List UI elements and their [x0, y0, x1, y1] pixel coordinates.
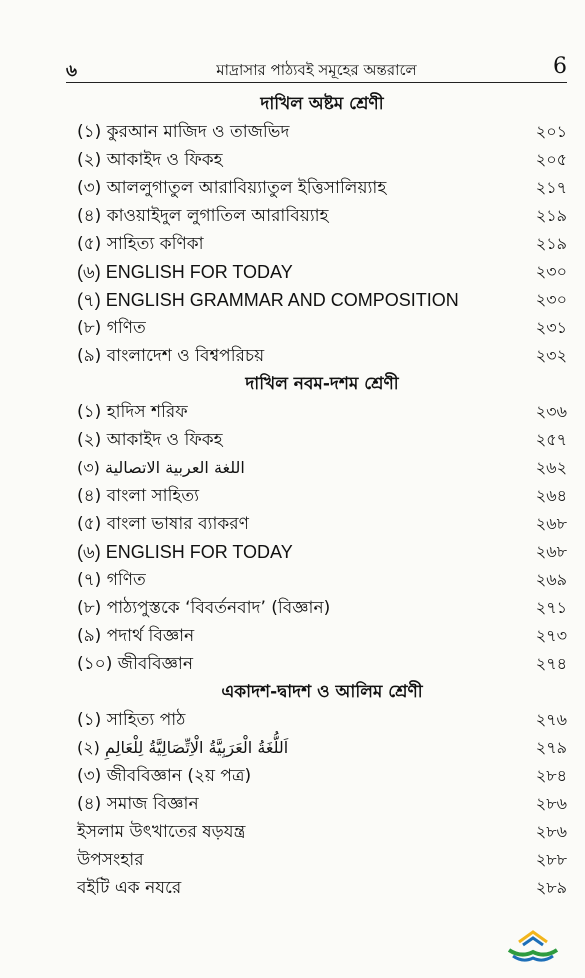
- toc-entry: [77, 818, 567, 846]
- section-heading: দাখিল নবম-দশম শ্রেণী: [245, 374, 399, 394]
- entry-title: (৪) সমাজ বিজ্ঞান: [77, 794, 199, 814]
- entry-title: (৩) আললুগাতুল আরাবিয়্যাতুল ইত্তিসালিয়্যাহ: [77, 178, 387, 198]
- entry-title: (৬) ENGLISH FOR TODAY: [77, 262, 293, 282]
- entry-title: (৬) ENGLISH FOR TODAY: [77, 542, 293, 562]
- entry-title: (৮) গণিত: [77, 318, 146, 338]
- entry-page: ২১৯: [535, 234, 567, 253]
- entry-page: ২৮৬: [535, 794, 567, 813]
- toc-entry: [77, 510, 567, 538]
- entry-page: ২৭৯: [535, 738, 567, 757]
- toc-entry: [77, 398, 567, 426]
- entry-page: ২৩২: [535, 346, 567, 365]
- entry-page: ২৬২: [535, 458, 567, 477]
- logo-book-blue: [513, 956, 553, 960]
- toc-entry: [77, 454, 567, 482]
- entry-title: (৪) কাওয়াইদুল লুগাতিল আরাবিয়্যাহ: [77, 206, 329, 226]
- toc-entry: [77, 202, 567, 230]
- toc-entry: [77, 650, 567, 678]
- entry-title: (৯) পদার্থ বিজ্ঞান: [77, 626, 195, 646]
- toc-entry: [77, 286, 567, 314]
- entry-title: (২) اَللُّغَةُ الْعَرَبِيَّةُ الْاِتِّصَالِيَّةُ لِلْعَالِمِ: [77, 738, 289, 757]
- entry-page: ২৩৬: [535, 402, 567, 421]
- entry-page: ২৩০: [535, 262, 567, 281]
- entry-title: (১) কুরআন মাজিদ ও তাজভিদ: [77, 122, 290, 142]
- entry-page: ২৮৯: [535, 878, 567, 897]
- toc-entry: [77, 734, 567, 762]
- entry-title: (২) আকাইদ ও ফিকহ: [77, 430, 223, 450]
- toc-entry: [77, 622, 567, 650]
- toc-entry: [77, 790, 567, 818]
- entry-page: ২৭৪: [535, 654, 567, 673]
- toc-entry: [77, 314, 567, 342]
- entry-page: ২৭৬: [535, 710, 567, 729]
- entry-page: ২৬৯: [535, 570, 567, 589]
- entry-title: (১) হাদিস শরিফ: [77, 402, 188, 422]
- entry-title: (৫) সাহিত্য কণিকা: [77, 234, 204, 254]
- entry-page: ২১৯: [535, 206, 567, 225]
- table-of-contents: [77, 90, 567, 902]
- entry-page: ২৫৭: [535, 430, 567, 449]
- entry-title: (৭) ENGLISH GRAMMAR AND COMPOSITION: [77, 290, 459, 310]
- entry-title: (৩) জীববিজ্ঞান (২য় পত্র): [77, 766, 252, 786]
- toc-entry: [77, 874, 567, 902]
- logo-roof-blue: [523, 938, 543, 945]
- toc-entry: [77, 706, 567, 734]
- entry-title: (৭) গণিত: [77, 570, 146, 590]
- entry-page: ২০১: [535, 122, 567, 141]
- entry-title: (১০) জীববিজ্ঞান: [77, 654, 193, 674]
- entry-title: (৩) اللغة العربية الاتصالية: [77, 458, 245, 477]
- entry-title: ইসলাম উৎখাতের ষড়যন্ত্র: [77, 822, 246, 842]
- entry-page: ২৬৪: [535, 486, 567, 505]
- toc-entry: [77, 258, 567, 286]
- entry-page: ২০৫: [535, 150, 567, 169]
- toc-entry: [77, 566, 567, 594]
- entry-title: (৫) বাংলা ভাষার ব্যাকরণ: [77, 514, 249, 534]
- page-number: 6: [553, 54, 567, 79]
- toc-entry: [77, 762, 567, 790]
- page-number-bengali: ৬: [66, 61, 78, 81]
- entry-title: (২) আকাইদ ও ফিকহ: [77, 150, 223, 170]
- section-heading: একাদশ-দ্বাদশ ও আলিম শ্রেণী: [221, 682, 423, 702]
- entry-page: ২৭৩: [535, 626, 567, 645]
- toc-entry: [77, 538, 567, 566]
- publisher-logo-icon: [497, 926, 569, 966]
- section-heading: দাখিল অষ্টম শ্রেণী: [260, 94, 384, 114]
- entry-page: ২৮৮: [535, 850, 567, 869]
- entry-page: ২৩০: [535, 290, 567, 309]
- entry-page: ২৮৪: [535, 766, 567, 785]
- entry-title: বইটি এক নযরে: [77, 878, 182, 898]
- book-title: মাদ্রাসার পাঠ্যবই সমূহের অন্তরালে: [216, 61, 417, 79]
- entry-page: ২৩১: [535, 318, 567, 337]
- toc-entry: [77, 146, 567, 174]
- toc-entry: [77, 594, 567, 622]
- entry-title: (৪) বাংলা সাহিত্য: [77, 486, 200, 506]
- running-header: [66, 56, 567, 83]
- toc-entry: [77, 482, 567, 510]
- entry-page: ২৬৮: [535, 542, 567, 561]
- toc-entry: [77, 118, 567, 146]
- entry-page: ২৭১: [535, 598, 567, 617]
- entry-title: (৮) পাঠ্যপুস্তকে ‘বিবর্তনবাদ’ (বিজ্ঞান): [77, 598, 331, 618]
- entry-title: (১) সাহিত্য পাঠ: [77, 710, 186, 730]
- entry-title: (৯) বাংলাদেশ ও বিশ্বপরিচয়: [77, 346, 265, 366]
- entry-page: ২৮৬: [535, 822, 567, 841]
- toc-entry: [77, 174, 567, 202]
- entry-page: ২১৭: [535, 178, 567, 197]
- toc-entry: [77, 426, 567, 454]
- toc-entry: [77, 342, 567, 370]
- logo-book-green: [509, 950, 557, 955]
- toc-entry: [77, 230, 567, 258]
- entry-page: ২৬৮: [535, 514, 567, 533]
- toc-entry: [77, 846, 567, 874]
- entry-title: উপসংহার: [77, 850, 144, 870]
